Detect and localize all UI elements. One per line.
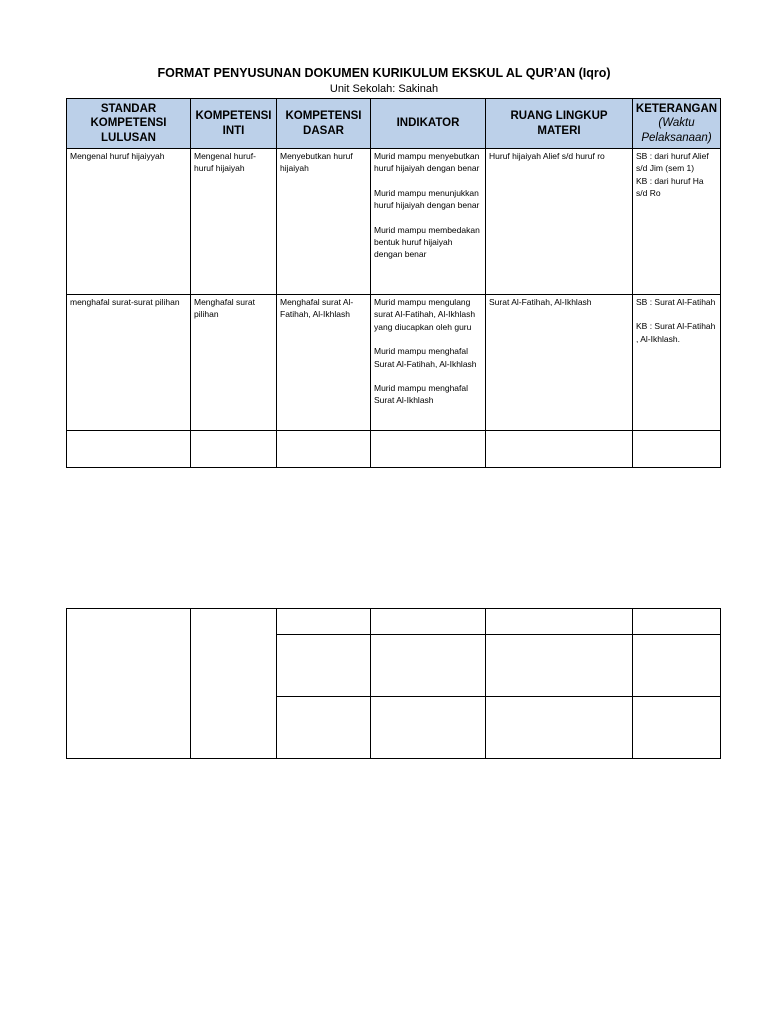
- header-keterangan: [633, 99, 721, 149]
- empty-cell: [486, 431, 633, 468]
- header-row: [67, 99, 721, 149]
- cell-indikator: [371, 295, 486, 431]
- cell-standar-kompetensi: menghafal surat-surat pilihan: [67, 295, 191, 431]
- empty-cell: [371, 635, 486, 697]
- cell-kompetensi-inti: Mengenal huruf-huruf hijaiyah: [191, 149, 277, 295]
- header-indikator: INDIKATOR: [371, 99, 486, 149]
- cell-ruang-lingkup-materi: Surat Al-Fatihah, Al-Ikhlash: [486, 295, 633, 431]
- empty-cell: [371, 609, 486, 635]
- empty-cell: [67, 431, 191, 468]
- curriculum-table: [66, 98, 721, 468]
- cell-keterangan: [633, 295, 721, 431]
- indikator-item: Murid mampu membedakan bentuk huruf hijaiyah dengan benar: [374, 224, 480, 260]
- cell-kompetensi-dasar: Menghafal surat Al-Fatihah, Al-Ikhlash: [277, 295, 371, 431]
- cell-kompetensi-inti: Menghafal surat pilihan: [191, 295, 277, 431]
- document-title: FORMAT PENYUSUNAN DOKUMEN KURIKULUM EKSKUL AL QUR’AN (Iqro): [157, 66, 611, 80]
- empty-cell: [277, 635, 371, 697]
- indikator-item: Murid mampu mengulang surat Al-Fatihah, Al-Ikhlash yang diucapkan oleh guru: [374, 297, 476, 332]
- cell-kompetensi-dasar: Menyebutkan huruf hijaiyah: [277, 149, 371, 295]
- empty-cell: [191, 431, 277, 468]
- header-kompetensi-inti: KOMPETENSI INTI: [191, 99, 277, 149]
- empty-cell: [633, 431, 721, 468]
- header-keterangan-label: KETERANGAN: [635, 102, 718, 115]
- indikator-item: Murid mampu menghafal Surat Al-Fatihah, Al-Ikhlash: [374, 346, 477, 369]
- header-standar-kompetensi-lulusan: STANDAR KOMPETENSI LULUSAN: [67, 99, 191, 149]
- indikator-item: Murid mampu menunjukkan huruf hijaiyah dengan benar: [374, 187, 480, 211]
- cell-ruang-lingkup-materi: Huruf hijaiyah Alief s/d huruf ro: [486, 149, 633, 295]
- header-kompetensi-dasar: KOMPETENSI DASAR: [277, 99, 371, 149]
- empty-cell: [633, 697, 721, 759]
- keterangan-item: SB : dari huruf Alief s/d Jim (sem 1): [636, 151, 709, 174]
- empty-cell: [277, 431, 371, 468]
- header-ruang-lingkup-materi: RUANG LINGKUP MATERI: [486, 99, 633, 149]
- indikator-item: Murid mampu menghafal Surat Al-Ikhlash: [374, 383, 469, 406]
- indikator-item: Murid mampu menyebutkan huruf hijaiyah dengan benar: [374, 151, 480, 174]
- cell-indikator: [371, 149, 486, 295]
- header-keterangan-sublabel: (Waktu Pelaksanaan): [641, 117, 712, 144]
- table-row-empty: [67, 431, 721, 468]
- keterangan-item: KB : dari huruf Ha s/d Ro: [636, 175, 704, 199]
- keterangan-item: SB : Surat Al-Fatihah: [636, 297, 716, 307]
- table-row-empty: [67, 609, 721, 635]
- empty-cell: [277, 609, 371, 635]
- table-row: [67, 295, 721, 431]
- empty-cell: [67, 609, 191, 759]
- empty-cell: [486, 697, 633, 759]
- empty-table: [66, 608, 721, 759]
- empty-cell: [486, 609, 633, 635]
- empty-cell: [191, 609, 277, 759]
- empty-cell: [277, 697, 371, 759]
- keterangan-item: KB : Surat Al-Fatihah , Al-Ikhlash.: [636, 321, 716, 344]
- table-row: [67, 149, 721, 295]
- empty-cell: [371, 697, 486, 759]
- empty-cell: [633, 635, 721, 697]
- empty-cell: [371, 431, 486, 468]
- document-subtitle: Unit Sekolah: Sakinah: [329, 83, 439, 95]
- cell-keterangan: [633, 149, 721, 295]
- cell-standar-kompetensi: Mengenal huruf hijaiyyah: [67, 149, 191, 295]
- empty-cell: [633, 609, 721, 635]
- empty-cell: [486, 635, 633, 697]
